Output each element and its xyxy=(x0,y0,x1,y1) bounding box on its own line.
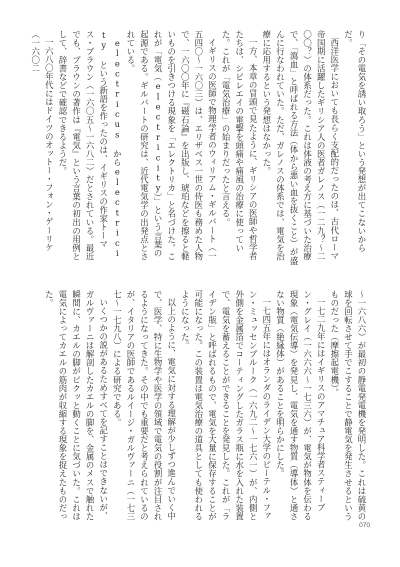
paragraph: 西洋医学においても長らく支配的だったのは、古代ローマ帝国期に活躍したギリシア人の医者ガレノス（一二九？〜二〇〇？）の体系だった。これは体液の考え方に基づいた治療で、「瀉血」と呼ばれる方法（体から悪い血を抜くこと）が盛んに行なわれていた。ただ、ガレノスの体系では、電気を治療に応用するという発想はなかった。 xyxy=(261,30,340,265)
paragraph: 一七四五年にはオランダのライデン大学のピーテル・ファン・ミュッセンブルーク（一六九二〜一七六一）が、内側と外側を金属箔でコーティングしたガラス瓶に水を入れた装置で、電気を蓄えることができることを発見した。これが「ライデン瓶」と呼ばれるもので、電気を大量に保存することが可能になった。この装置は電気治療の道具としても使われるようになった。 xyxy=(180,290,272,521)
paragraph: イギリスの医師で物理学者のウィリアム・ギルバート（一五四〇〜一六〇三）は、エリザベス一世の侍医も務めた人物で、一六〇〇年に『磁石論』を出版し、琥珀などを擦ると軽いものを引きつける現象を「エレクトリカ」と名づけた。これが「電気（electricity）」という言葉の起源である。ギルバートの研究は、近代電気学の出発点とされている。 xyxy=(125,30,218,261)
lower-vertical-text xyxy=(34,290,368,525)
upper-text-block xyxy=(0,30,400,265)
paragraph: 一方、本章の冒頭で見たように、ギリシアの医師や哲学者たちは、シビレエイの電撃を頭痛や痛風の治療に使っていた。これが「電気治療」の始まりだったと言える。 xyxy=(221,30,259,261)
paragraph: 以上のように、電気に対する理解が少しずつ進んでいく中で、医学、特に生物学や医学の領域で電気の役割が注目されるようになってきた。その中でも重要だと考えられているのが、イタリアの医師であるルイージ・ガルヴァーニ（一七三七〜一七九八）による研究である。 xyxy=(112,290,177,521)
paragraph: 一六八〇年代にはドイツのオットー・フォン・ゲーリケ（一六〇二 xyxy=(30,30,55,252)
lower-text-block xyxy=(0,290,400,525)
page-number: 070 xyxy=(359,522,370,529)
paragraph: り「その電気を誘い取ろう」という発想が出てこないからだ。 xyxy=(343,30,367,253)
paragraph: いくつかの説があるためすべてを記すことはできないが、ガルヴァーニは解剖したカエルの脚を、金属のメスで触れた瞬間に、カエルの脚がピクッと動くことに気づいた。これは電気によってカエルの筋肉が収縮する現象を捉えたものだった。 xyxy=(44,290,109,521)
paragraph: 〜一六八六）が最初の静電発電機を発明した。これは硫黄の球を回転させて手でこすることで静電気を発生させるというものだった（摩擦起電機）。 xyxy=(329,290,367,521)
paragraph: 一七二九年にはイギリスのアマチュア科学者スティーブン・グレイ（一六六六〜一七三六）が、電気が物体を伝わる現象（電気伝導）を発見し、電気を通す物質（導体）と通さない物質（絶縁体）があることを明らかにした。 xyxy=(275,290,327,521)
upper-vertical-text xyxy=(30,30,368,265)
paragraph: electricus からelectricity という新語を作ったのは、イギリスの作家トーマス・ブラウン（一六〇五〜一六八二）だとされている。最近でも、ブラウンの著作は『電気』という言葉の初出の用例として、辞書などで確認できるようだ。 xyxy=(57,30,123,261)
